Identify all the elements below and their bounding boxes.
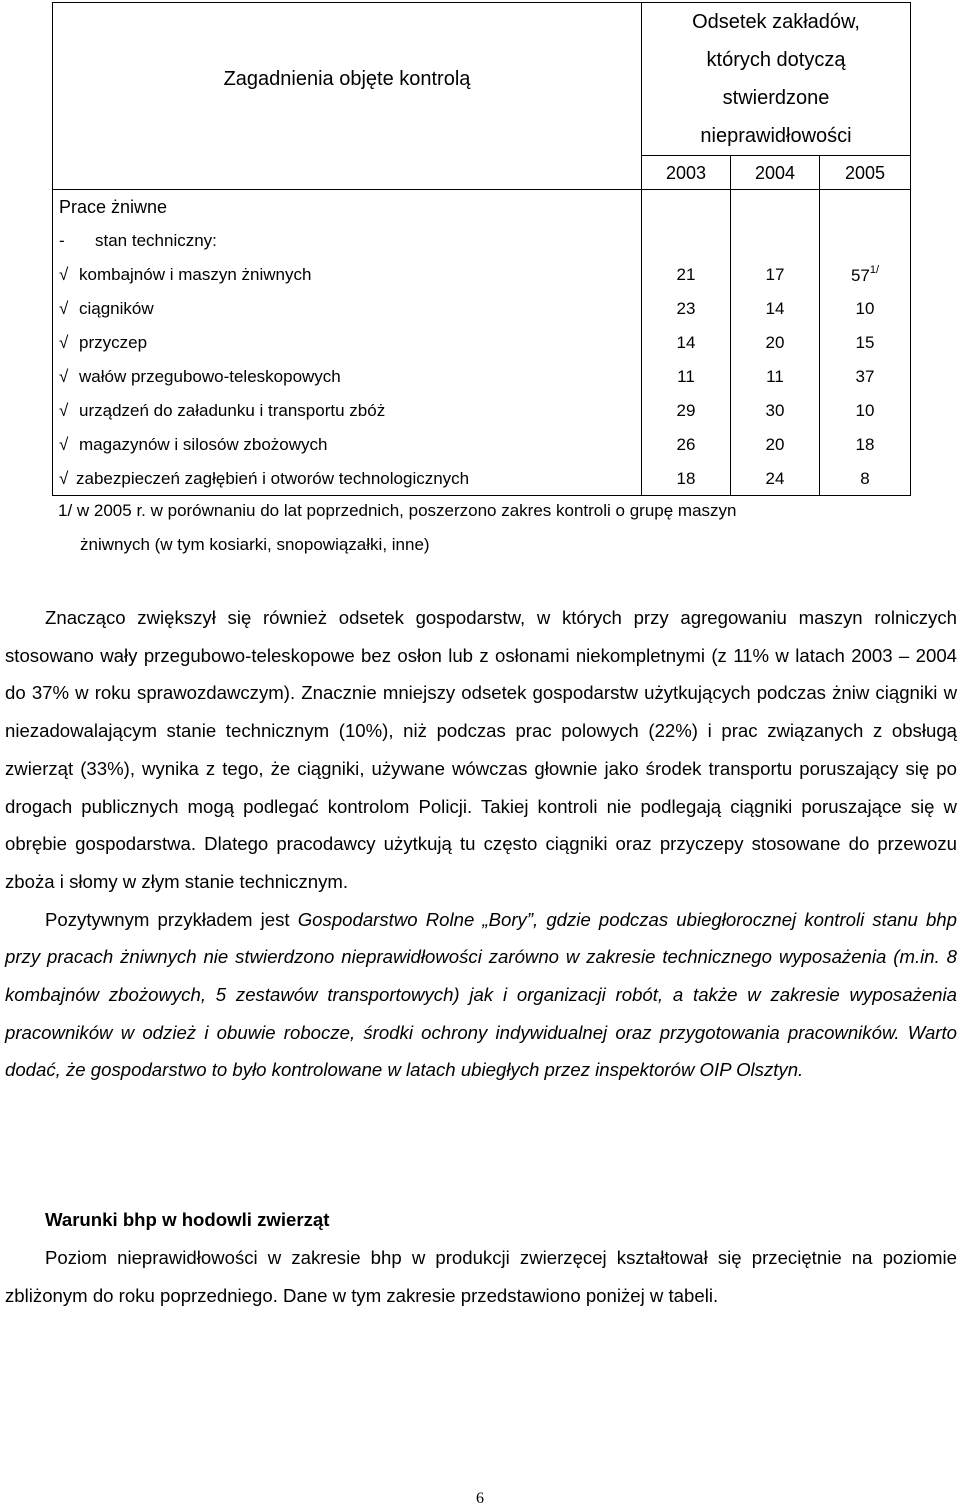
- row-label-text: zabezpieczeń zagłębień i otworów technologicznych: [76, 468, 470, 488]
- check-icon: √: [59, 265, 69, 284]
- check-icon: √: [59, 468, 69, 488]
- row-label-magazyny: [53, 428, 642, 462]
- footnote-line: 1/ w 2005 r. w porównaniu do lat poprzednich, poszerzono zakres kontroli o grupę maszyn: [58, 501, 737, 520]
- cell-2004: 24: [731, 462, 820, 496]
- row-label-kombajny: [53, 258, 642, 292]
- topic-header-spacer: [53, 156, 642, 190]
- year-2004-header: 2004: [731, 156, 820, 190]
- body-text: [5, 1239, 957, 1314]
- percent-header: [642, 3, 911, 156]
- footnote-line: żniwnych (w tym kosiarki, snopowiązałki, inne): [80, 535, 430, 554]
- paragraph-italic-text: Gospodarstwo Rolne „Bory”, gdzie podczas ubiegłorocznej kontroli stanu bhp przy pracach żniwnych nie stwierdzono nieprawidłowości zarówno w zakresie technicznego wyposażenia (m.in. 8 kombajnów zbożowych, 5 zestawów transportowych) jak i organizacji robót, a także w zakresie wyposażenia pracowników w odzież i obuwie robocze, środki ochrony indywidualnej oraz przygotowania pracowników. Warto dodać, że gospodarstwo to było kontrolowane w latach ubiegłych przez inspektorów OIP Olsztyn.: [5, 908, 957, 1081]
- paragraph: [5, 901, 957, 1090]
- cell-2005: 10: [820, 394, 911, 428]
- row-label-prace-zniwne: Prace żniwne: [53, 190, 642, 224]
- table-row: [53, 292, 911, 326]
- table-row: [53, 224, 911, 258]
- cell-2005: 18: [820, 428, 911, 462]
- table-row: [53, 394, 911, 428]
- cell-2004: 11: [731, 360, 820, 394]
- cell-value: [820, 224, 911, 258]
- table-row: [53, 326, 911, 360]
- cell-2005: 37: [820, 360, 911, 394]
- row-label-stan-techniczny: [53, 224, 642, 258]
- percent-header-line: Odsetek zakładów,: [692, 11, 860, 33]
- cell-2004: 17: [731, 258, 820, 292]
- check-icon: √: [59, 367, 69, 386]
- cell-2003: 14: [642, 326, 731, 360]
- percent-header-line: stwierdzone: [722, 87, 830, 109]
- row-label-text: ciągników: [79, 299, 154, 318]
- cell-2005: 10: [820, 292, 911, 326]
- cell-value: [642, 190, 731, 224]
- row-label-urzadzenia: [53, 394, 642, 428]
- table-row: [53, 190, 911, 224]
- row-label-text: kombajnów i maszyn żniwnych: [79, 265, 312, 284]
- table-row: [53, 360, 911, 394]
- paragraph-text: Pozytywnym przykładem jest: [45, 908, 298, 930]
- cell-2004: 20: [731, 428, 820, 462]
- year-2003-header: 2003: [642, 156, 731, 190]
- percent-header-line: nieprawidłowości: [700, 125, 852, 147]
- cell-2005: 8: [820, 462, 911, 496]
- cell-value: [820, 190, 911, 224]
- cell-2005: 15: [820, 326, 911, 360]
- row-label-text: urządzeń do załadunku i transportu zbóż: [79, 401, 386, 420]
- cell-2003: 18: [642, 462, 731, 496]
- cell-2003: 21: [642, 258, 731, 292]
- cell-value: 57: [850, 266, 870, 285]
- check-icon: √: [59, 333, 69, 352]
- section-heading: Warunki bhp w hodowli zwierząt: [45, 1209, 330, 1230]
- cell-2004: 30: [731, 394, 820, 428]
- cell-2003: 23: [642, 292, 731, 326]
- table-row: [53, 258, 911, 292]
- cell-2003: 26: [642, 428, 731, 462]
- topic-header: Zagadnienia objęte kontrolą: [53, 3, 642, 156]
- table-row: [53, 428, 911, 462]
- check-icon: √: [59, 299, 69, 318]
- paragraph: Poziom nieprawidłowości w zakresie bhp w produkcji zwierzęcej kształtował się przeciętnie na poziomie zbliżonym do roku poprzedniego. Dane w tym zakresie przedstawiono poniżej w tabeli.: [5, 1247, 957, 1306]
- row-label-waly: [53, 360, 642, 394]
- row-label-przyczepy: [53, 326, 642, 360]
- check-icon: √: [59, 435, 69, 454]
- percent-header-line: których dotyczą: [706, 49, 846, 71]
- cell-2003: 11: [642, 360, 731, 394]
- cell-2004: 20: [731, 326, 820, 360]
- cell-2004: 14: [731, 292, 820, 326]
- body-text: [5, 599, 957, 1089]
- page-number: 6: [476, 1490, 484, 1507]
- cell-value: [731, 190, 820, 224]
- footnote-mark: 1/: [869, 264, 880, 276]
- cell-value: [731, 224, 820, 258]
- cell-value: [642, 224, 731, 258]
- row-label-text: stan techniczny:: [95, 231, 217, 250]
- cell-2005: [820, 258, 911, 292]
- dash-icon: -: [59, 231, 65, 250]
- check-icon: √: [59, 401, 69, 420]
- table-row: [53, 462, 911, 496]
- cell-2003: 29: [642, 394, 731, 428]
- paragraph: Znacząco zwiększył się również odsetek gospodarstw, w których przy agregowaniu maszyn rolniczych stosowano wały przegubowo-teleskopowe bez osłon lub z osłonami niekompletnymi (z 11% w latach 2003 – 2004 do 37% w roku sprawozdawczym). Znacznie mniejszy odsetek gospodarstw użytkujących podczas żniw ciągniki w niezadowalającym stanie technicznym (10%), niż podczas prac polowych (22%) i prac związanych z obsługą zwierząt (33%), wynika z tego, że ciągniki, używane wówczas głownie jako środek transportu poruszający się po drogach publicznych mogą podlegać kontrolom Policji. Takiej kontroli nie podlegają ciągniki poruszające się w obrębie gospodarstwa. Dlatego pracodawcy użytkują tu często ciągniki oraz przyczepy stosowane do przewozu zboża i słomy w złym stanie technicznym.: [5, 607, 957, 892]
- inspection-table: [52, 2, 910, 496]
- row-label-zabezpieczenia: [53, 462, 642, 496]
- results-table: [52, 2, 911, 496]
- row-label-text: magazynów i silosów zbożowych: [79, 435, 328, 454]
- row-label-text: przyczep: [79, 333, 148, 352]
- row-label-ciagniki: [53, 292, 642, 326]
- year-2005-header: 2005: [820, 156, 911, 190]
- table-footnote: [58, 494, 918, 562]
- row-label-text: wałów przegubowo-teleskopowych: [79, 367, 341, 386]
